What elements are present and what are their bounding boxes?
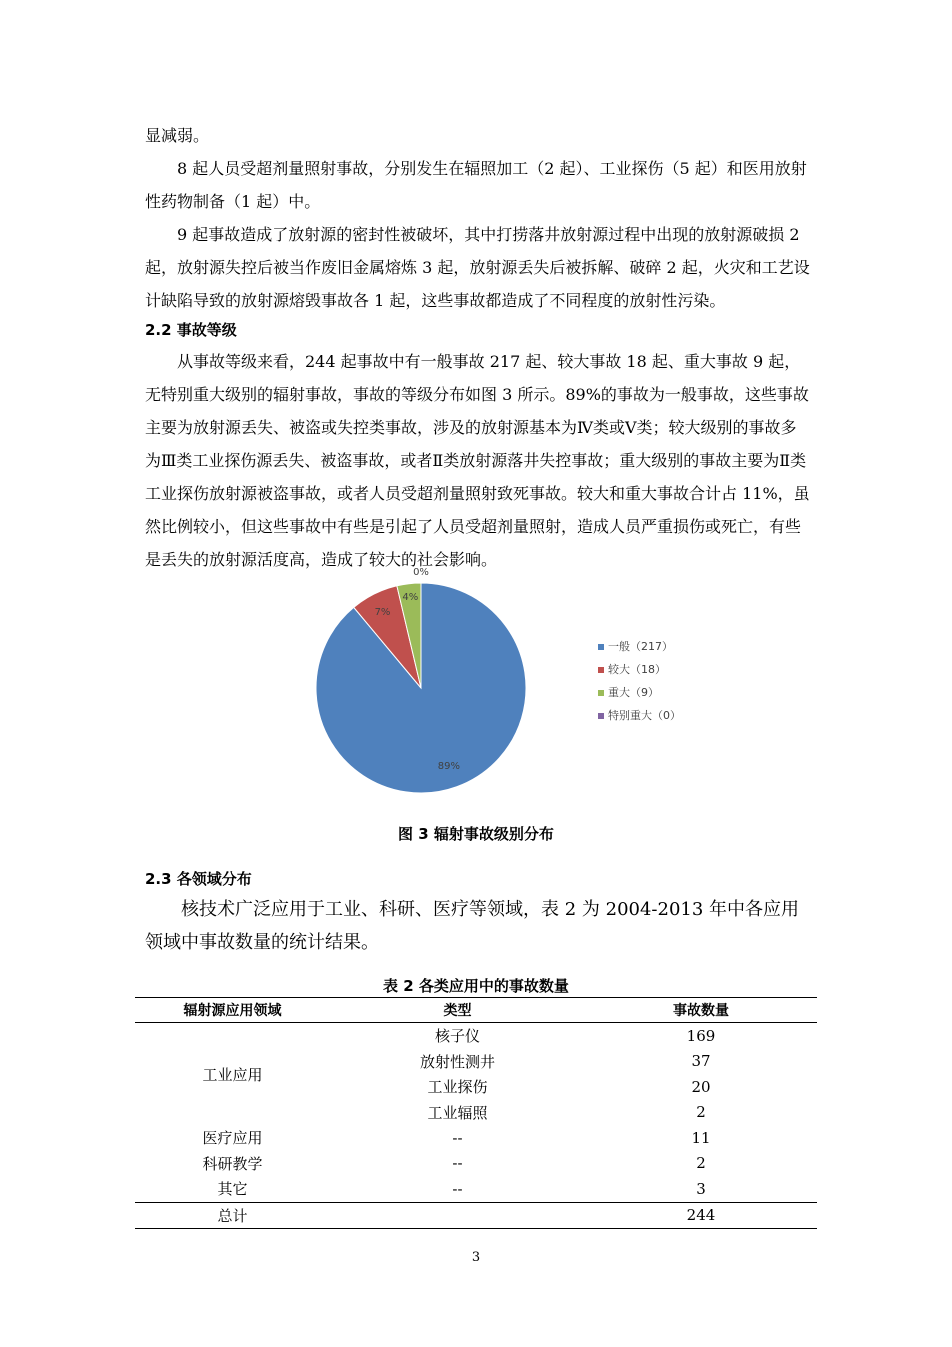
pie-data-label-3: 0% [413,567,429,578]
legend-swatch-0 [598,644,604,650]
domain-cell: 工业应用 [202,1065,263,1084]
table-caption: 表 2 各类应用中的事故数量 [383,977,569,995]
type-cell: 工业辐照 [427,1103,488,1122]
accident-level-pie-chart [300,560,720,810]
paragraph-overdose: 8 起人员受超剂量照射事故，分别发生在辐照加工（2 起）、工业探伤（5 起）和医用放射性药物制备（1 起）中。 [145,159,807,211]
table-header-row [135,998,817,1023]
legend-label-3: 特别重大（0） [608,709,681,722]
total-value-cell: 244 [585,1202,817,1229]
page-number: 3 [471,1250,481,1265]
legend-swatch-1 [598,667,604,673]
domain-cell: 医疗应用 [202,1129,263,1148]
type-cell: -- [452,1154,463,1173]
legend-label-1: 较大（18） [608,663,666,676]
pie-data-label-0: 89% [437,761,461,773]
legend-swatch-2 [598,690,604,696]
pie-chart-svg [300,560,720,810]
table-row [135,1125,817,1151]
pie-data-label-1: 7% [374,606,391,618]
count-cell: 20 [691,1077,711,1096]
count-cell: 37 [691,1052,711,1071]
header-domain: 辐射源应用领域 [135,998,330,1023]
type-cell: 放射性测井 [419,1052,495,1071]
paragraph-continuation: 显减弱。 [145,126,210,145]
type-cell: 核子仪 [434,1027,480,1046]
count-cell: 11 [691,1128,711,1147]
table-row [135,1151,817,1177]
legend-swatch-3 [598,713,604,719]
table-row [135,1023,817,1049]
count-cell: 169 [686,1026,716,1045]
count-cell: 2 [696,1154,706,1173]
header-count: 事故数量 [585,998,817,1023]
count-cell: 2 [696,1103,706,1122]
pie-data-label-2: 4% [402,592,419,604]
type-cell: 工业探伤 [427,1078,488,1097]
type-cell: -- [452,1179,463,1198]
figure-caption: 图 3 辐射事故级别分布 [398,825,554,843]
paragraph-seal-damage: 9 起事故造成了放射源的密封性被破坏，其中打捞落井放射源过程中出现的放射源破损 2 起，放射源失控后被当作废旧金属熔炼 3 起，放射源丢失后被拆解、破碎 2 起，火灾和工艺设计缺陷导致的放射源熔毁事故各 1 起，这些事故都造成了不同程度的放射性污染。 [145,225,810,310]
paragraph-application-domains: 核技术广泛应用于工业、科研、医疗等领域，表 2 为 2004-2013 年中各应用领域中事故数量的统计结果。 [145,899,800,953]
legend-label-0: 一般（217） [608,640,673,653]
total-empty-cell [330,1202,585,1229]
count-cell: 3 [696,1179,706,1198]
section-heading-2-3: 2.3 各领域分布 [145,870,252,888]
section-heading-2-2: 2.2 事故等级 [145,321,237,339]
legend-label-2: 重大（9） [608,686,659,699]
paragraph-accident-levels: 从事故等级来看，244 起事故中有一般事故 217 起、较大事故 18 起、重大事故 9 起，无特别重大级别的辐射事故，事故的等级分布如图 3 所示。89%的事故为一般事故，这些事故主要为放射源丢失、被盗或失控类事故，涉及的放射源基本为Ⅳ类或Ⅴ类；较大级别的事故多为Ⅲ类工业探伤源丢失、被盗事故，或者Ⅱ类放射源落井失控事故；重大级别的事故主要为Ⅱ类工业探伤放射源被盗事故，或者人员受超剂量照射致死事故。较大和重大事故合计占 11%，虽然比例较小，但这些事故中有些是引起了人员受超剂量照射，造成人员严重损伤或死亡，有些是丢失的放射源活度高，造成了较大的社会影响。 [145,352,810,569]
header-type: 类型 [330,998,585,1023]
type-cell: -- [452,1128,463,1147]
domain-cell: 科研教学 [202,1154,263,1173]
domain-cell: 其它 [217,1180,248,1199]
table-total-row [135,1202,817,1229]
accident-count-table [135,997,817,1229]
total-label-cell: 总计 [135,1202,330,1229]
table-row [135,1176,817,1202]
